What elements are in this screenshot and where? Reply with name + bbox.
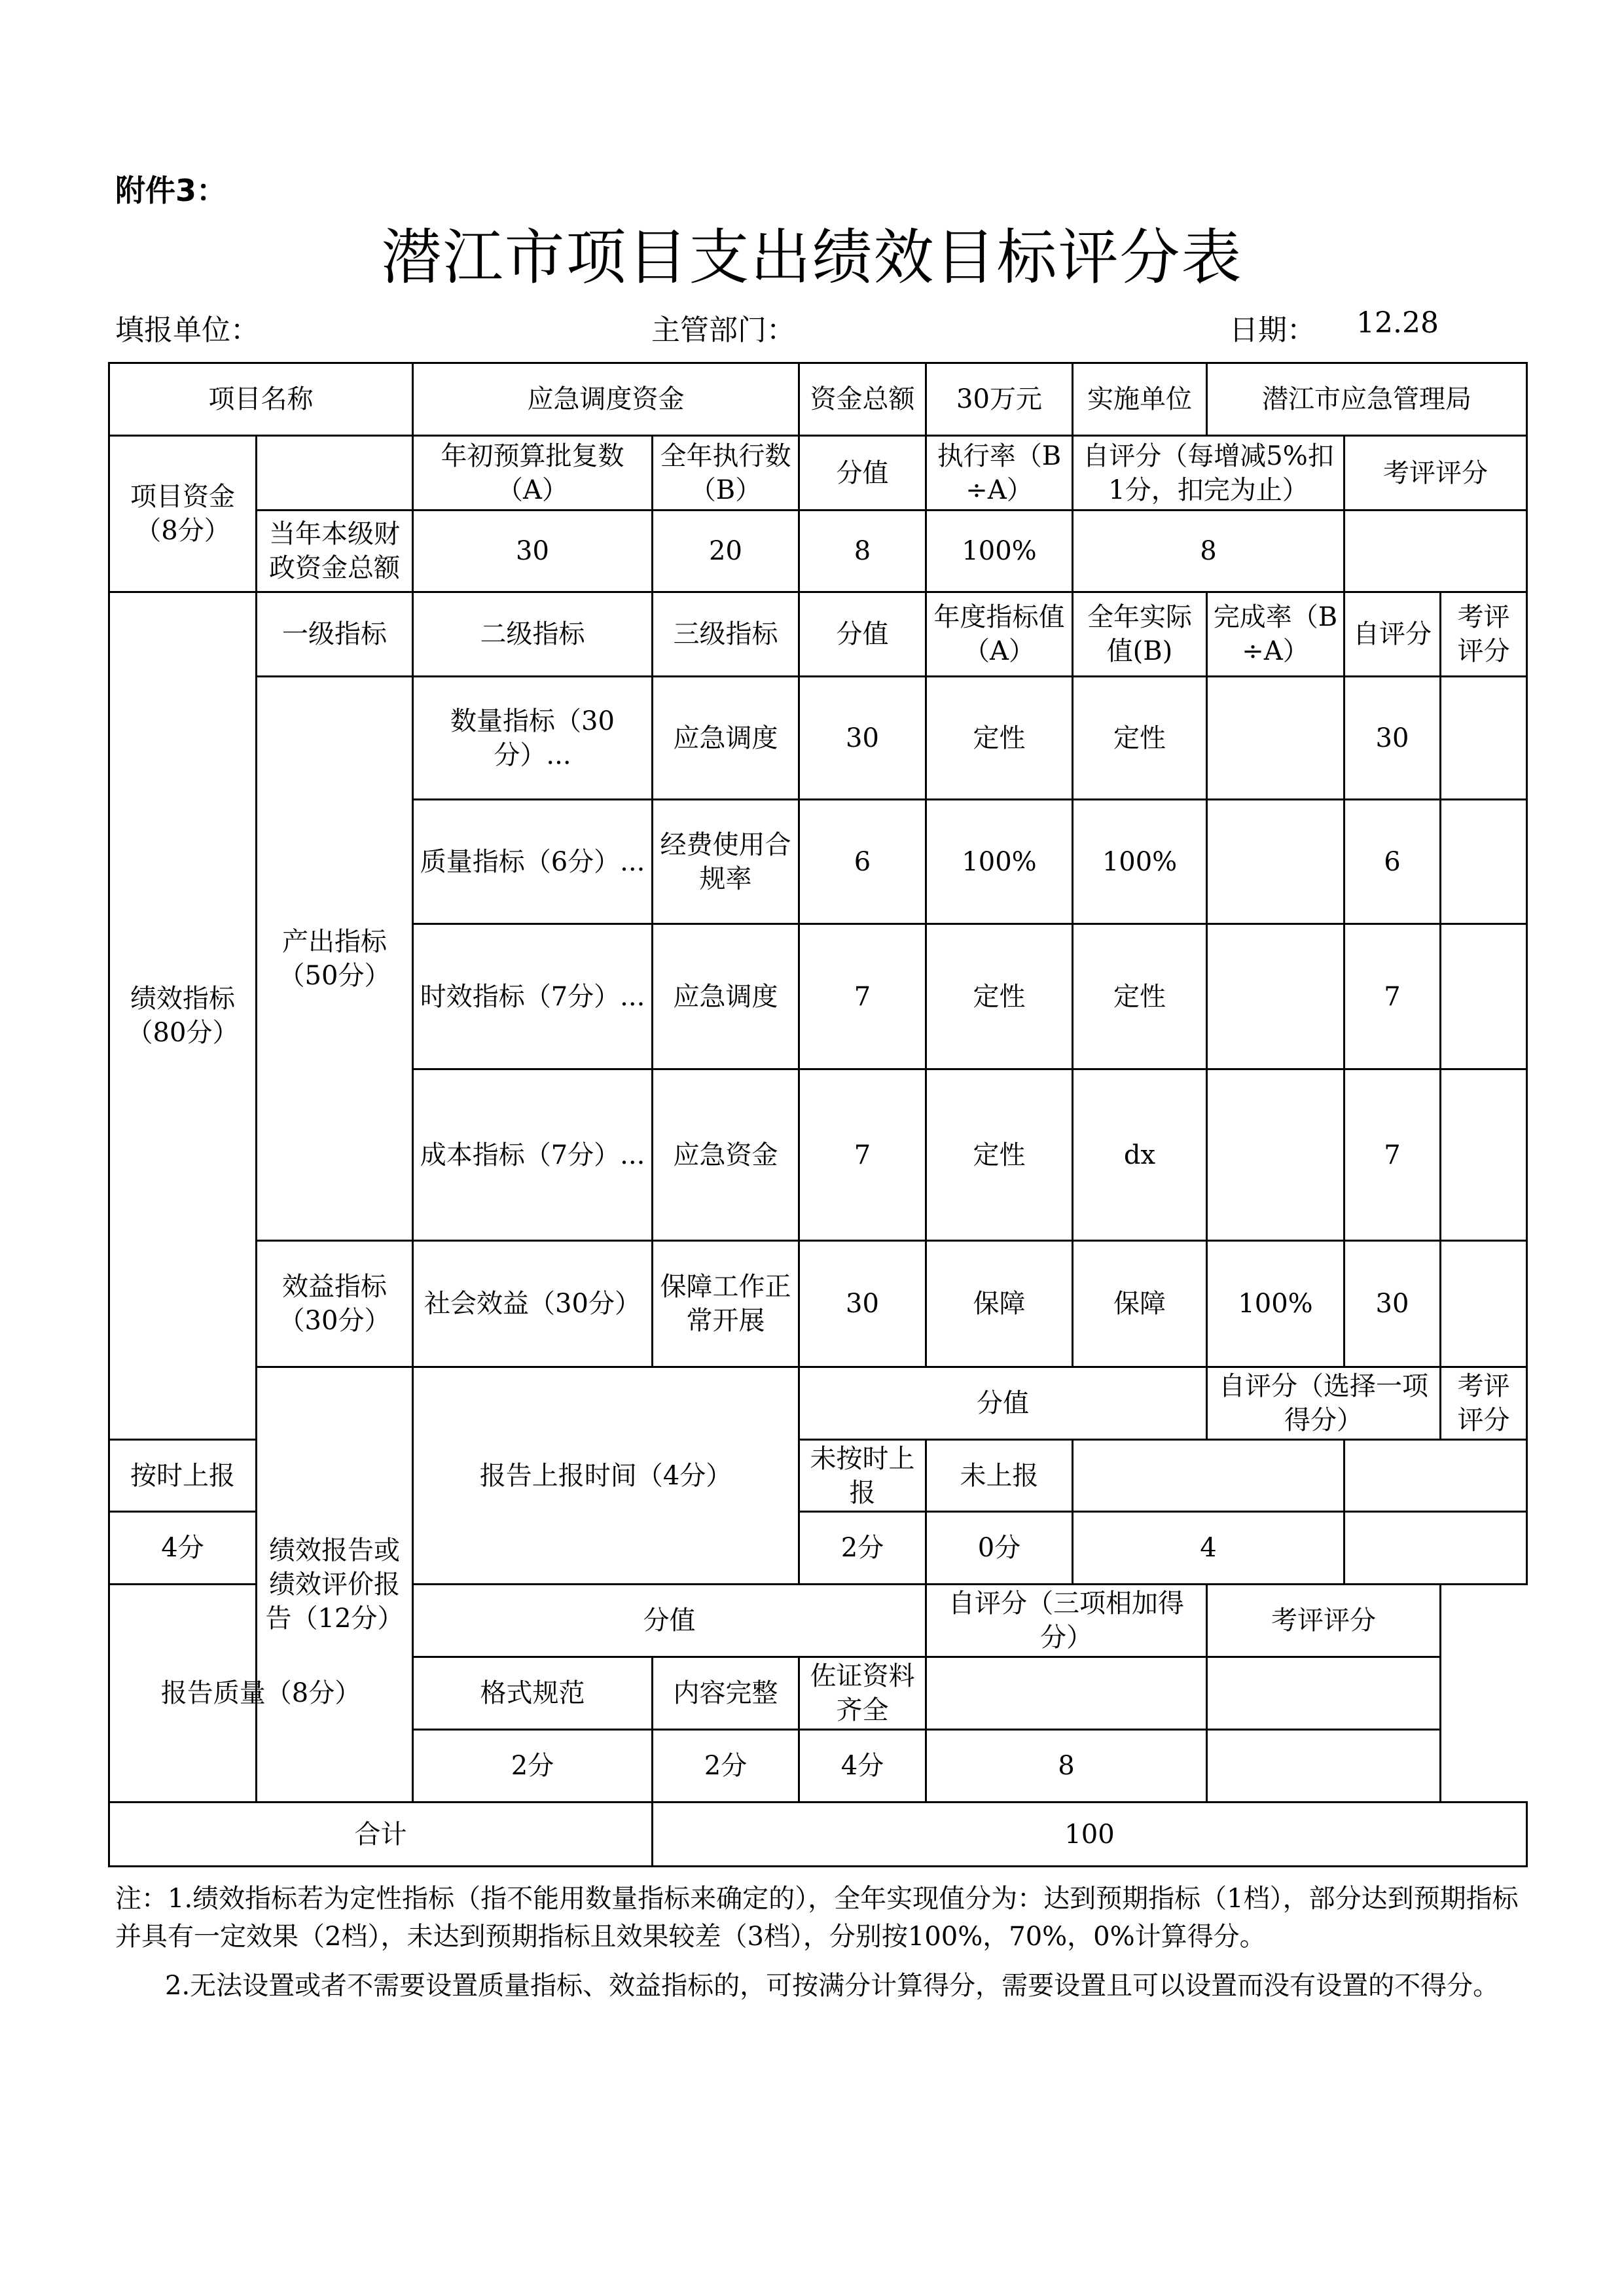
report-time-self-blank bbox=[1073, 1440, 1344, 1512]
level2-cell: 时效指标（7分）... bbox=[413, 924, 653, 1069]
report-quality-self-blank bbox=[926, 1657, 1207, 1730]
score-cell: 30 bbox=[799, 1241, 926, 1367]
date-label: 日期： bbox=[1229, 314, 1316, 347]
funds-value-row bbox=[109, 511, 1527, 592]
project-row bbox=[109, 363, 1527, 436]
quality-points-content: 2分 bbox=[653, 1730, 799, 1803]
completion-cell bbox=[1207, 924, 1344, 1069]
perf-self-header: 自评分 bbox=[1344, 592, 1441, 677]
funds-self-value: 8 bbox=[1073, 511, 1344, 592]
level2-cell: 质量指标（6分）... bbox=[413, 800, 653, 924]
perf-row bbox=[109, 677, 1527, 800]
budget-header: 年初预算批复数（A） bbox=[413, 436, 653, 511]
level2-header: 二级指标 bbox=[413, 592, 653, 677]
output-indicator-label: 产出指标（50分） bbox=[257, 677, 413, 1241]
actual-header: 全年实际值(B) bbox=[1073, 592, 1207, 677]
quality-option-format: 格式规范 bbox=[413, 1657, 653, 1730]
self-score-cell: 7 bbox=[1344, 924, 1441, 1069]
report-label: 绩效报告或绩效评价报告（12分） bbox=[257, 1367, 413, 1803]
score-cell: 7 bbox=[799, 924, 926, 1069]
review-score-cell bbox=[1441, 1241, 1527, 1367]
note-2: 2.无法设置或者不需要设置质量指标、效益指标的，可按满分计算得分，需要设置且可以设置而没有设置的不得分。 bbox=[165, 1971, 1500, 2001]
review-score-cell bbox=[1441, 677, 1527, 800]
funds-score-header: 分值 bbox=[799, 436, 926, 511]
target-cell: 定性 bbox=[926, 677, 1073, 800]
actual-cell: dx bbox=[1073, 1069, 1207, 1241]
time-points-ontime: 4分 bbox=[109, 1512, 257, 1585]
actual-cell: 定性 bbox=[1073, 924, 1207, 1069]
impl-unit-label: 实施单位 bbox=[1073, 363, 1207, 436]
report-time-review-value bbox=[1344, 1512, 1527, 1585]
perf-row bbox=[109, 1241, 1527, 1367]
page-title: 潜江市项目支出绩效目标评分表 bbox=[381, 223, 1243, 293]
quality-points-evidence: 4分 bbox=[799, 1730, 926, 1803]
completion-cell: 100% bbox=[1207, 1241, 1344, 1367]
report-time-header-row bbox=[109, 1367, 1527, 1440]
target-cell: 定性 bbox=[926, 924, 1073, 1069]
report-time-label: 报告上报时间（4分） bbox=[413, 1367, 799, 1585]
project-name-value: 应急调度资金 bbox=[413, 363, 799, 436]
perf-label: 绩效指标（80分） bbox=[109, 592, 257, 1440]
level3-cell: 经费使用合规率 bbox=[653, 800, 799, 924]
level2-cell: 数量指标（30分）... bbox=[413, 677, 653, 800]
report-quality-self-value: 8 bbox=[926, 1730, 1207, 1803]
funds-label: 项目资金（8分） bbox=[109, 436, 257, 592]
total-funds-label: 资金总额 bbox=[799, 363, 926, 436]
report-quality-review-value bbox=[1207, 1730, 1441, 1803]
self-score-cell: 30 bbox=[1344, 1241, 1441, 1367]
perf-score-header: 分值 bbox=[799, 592, 926, 677]
exec-value: 20 bbox=[653, 511, 799, 592]
benefit-indicator-label: 效益指标（30分） bbox=[257, 1241, 413, 1367]
level1-header: 一级指标 bbox=[257, 592, 413, 677]
report-quality-review-blank bbox=[1207, 1657, 1441, 1730]
total-funds-value: 30万元 bbox=[926, 363, 1073, 436]
report-time-self-value: 4 bbox=[1073, 1512, 1344, 1585]
level3-cell: 应急资金 bbox=[653, 1069, 799, 1241]
completion-cell bbox=[1207, 1069, 1344, 1241]
quality-points-format: 2分 bbox=[413, 1730, 653, 1803]
report-time-review-header: 考评评分 bbox=[1441, 1367, 1527, 1440]
funds-self-header: 自评分（每增减5%扣1分，扣完为止） bbox=[1073, 436, 1344, 511]
completion-header: 完成率（B÷A） bbox=[1207, 592, 1344, 677]
time-points-none: 0分 bbox=[926, 1512, 1073, 1585]
review-score-cell bbox=[1441, 924, 1527, 1069]
report-time-self-header: 自评分（选择一项得分） bbox=[1207, 1367, 1441, 1440]
note-1: 注：1.绩效指标若为定性指标（指不能用数量指标来确定的），全年实现值分为：达到预期指标（1档），部分达到预期指标并具有一定效果（2档），未达到预期指标且效果较差（3档），分别按100%，70%，0%计算得分。 bbox=[115, 1884, 1519, 1952]
review-score-cell bbox=[1441, 800, 1527, 924]
perf-review-header: 考评评分 bbox=[1441, 592, 1527, 677]
exec-rate-value: 100% bbox=[926, 511, 1073, 592]
level3-header: 三级指标 bbox=[653, 592, 799, 677]
score-table bbox=[108, 362, 1528, 1867]
fill-unit-label: 填报单位： bbox=[115, 314, 259, 347]
time-option-late: 未按时上报 bbox=[799, 1440, 926, 1512]
actual-cell: 保障 bbox=[1073, 1241, 1207, 1367]
time-option-ontime: 按时上报 bbox=[109, 1440, 257, 1512]
attachment-label: 附件3： bbox=[115, 173, 227, 208]
target-cell: 保障 bbox=[926, 1241, 1073, 1367]
funds-header-row bbox=[109, 436, 1527, 511]
total-row bbox=[109, 1803, 1527, 1867]
budget-value: 30 bbox=[413, 511, 653, 592]
total-value: 100 bbox=[653, 1803, 1527, 1867]
target-cell: 定性 bbox=[926, 1069, 1073, 1241]
target-cell: 100% bbox=[926, 800, 1073, 924]
funds-review-value bbox=[1344, 511, 1527, 592]
report-quality-score-header: 分值 bbox=[413, 1585, 926, 1657]
project-name-label: 项目名称 bbox=[109, 363, 413, 436]
completion-cell bbox=[1207, 800, 1344, 924]
score-cell: 30 bbox=[799, 677, 926, 800]
report-time-score-header: 分值 bbox=[799, 1367, 1207, 1440]
dept-label: 主管部门： bbox=[651, 314, 795, 347]
exec-rate-header: 执行率（B÷A） bbox=[926, 436, 1073, 511]
completion-cell bbox=[1207, 677, 1344, 800]
report-quality-review-header: 考评评分 bbox=[1207, 1585, 1441, 1657]
time-option-none: 未上报 bbox=[926, 1440, 1073, 1512]
exec-header: 全年执行数（B） bbox=[653, 436, 799, 511]
self-score-cell: 7 bbox=[1344, 1069, 1441, 1241]
self-score-cell: 6 bbox=[1344, 800, 1441, 924]
report-quality-self-header: 自评分（三项相加得分） bbox=[926, 1585, 1207, 1657]
actual-cell: 100% bbox=[1073, 800, 1207, 924]
report-quality-label: 报告质量（8分） bbox=[109, 1585, 413, 1803]
self-score-cell: 30 bbox=[1344, 677, 1441, 800]
actual-cell: 定性 bbox=[1073, 677, 1207, 800]
impl-unit-value: 潜江市应急管理局 bbox=[1207, 363, 1527, 436]
level2-cell: 社会效益（30分） bbox=[413, 1241, 653, 1367]
funds-empty-cell bbox=[257, 436, 413, 511]
date-value: 12.28 bbox=[1356, 306, 1439, 340]
total-label: 合计 bbox=[109, 1803, 653, 1867]
perf-header-row bbox=[109, 592, 1527, 677]
quality-option-evidence: 佐证资料齐全 bbox=[799, 1657, 926, 1730]
funds-row-label: 当年本级财政资金总额 bbox=[257, 511, 413, 592]
level3-cell: 应急调度 bbox=[653, 677, 799, 800]
time-points-late: 2分 bbox=[799, 1512, 926, 1585]
score-cell: 6 bbox=[799, 800, 926, 924]
level3-cell: 保障工作正常开展 bbox=[653, 1241, 799, 1367]
funds-score-value: 8 bbox=[799, 511, 926, 592]
score-cell: 7 bbox=[799, 1069, 926, 1241]
level3-cell: 应急调度 bbox=[653, 924, 799, 1069]
quality-option-content: 内容完整 bbox=[653, 1657, 799, 1730]
report-time-review-blank bbox=[1344, 1440, 1527, 1512]
target-header: 年度指标值（A） bbox=[926, 592, 1073, 677]
level2-cell: 成本指标（7分）... bbox=[413, 1069, 653, 1241]
review-score-cell bbox=[1441, 1069, 1527, 1241]
funds-review-header: 考评评分 bbox=[1344, 436, 1527, 511]
